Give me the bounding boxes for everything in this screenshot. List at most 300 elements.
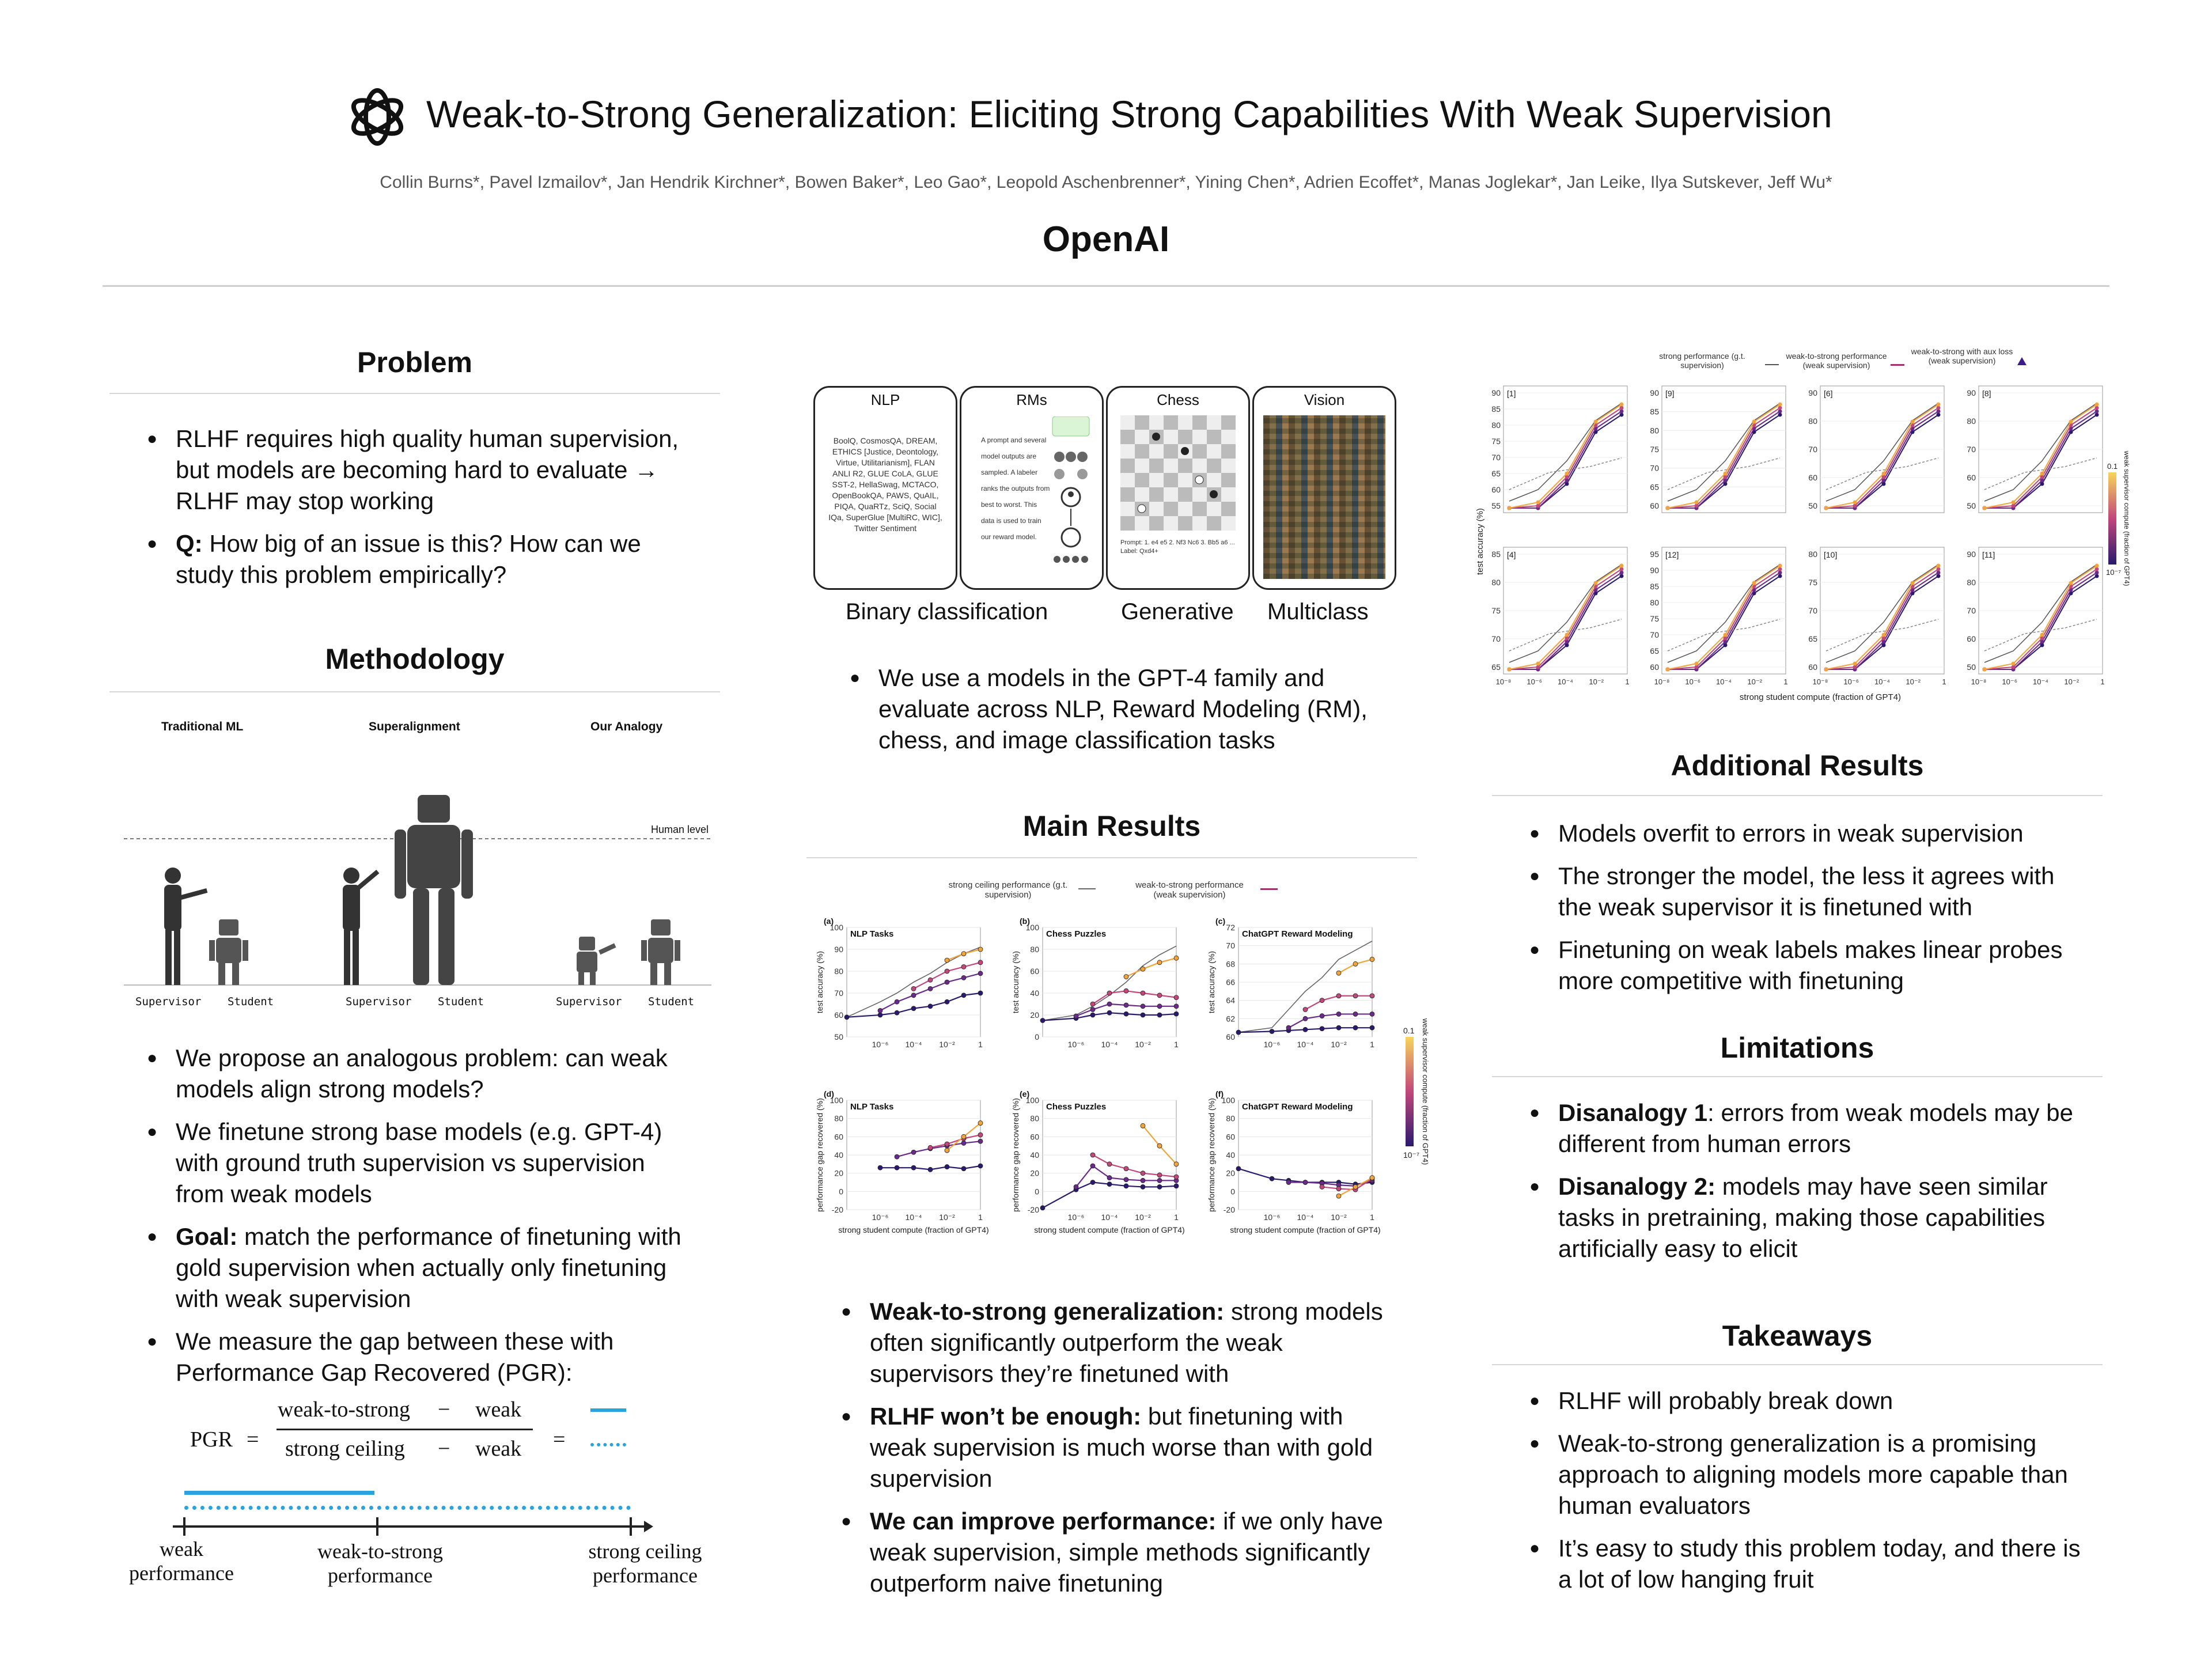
data-point	[2040, 633, 2044, 637]
list-item: ● It’s easy to study this problem today, and there is a lot of low hanging fruit	[1529, 1533, 2082, 1595]
data-point	[1141, 1178, 1145, 1183]
x-tick-label: 10⁻⁶	[1685, 677, 1701, 686]
legend-w2s-line-icon	[1260, 888, 1278, 890]
legend-ceiling-line-icon	[1078, 888, 1096, 889]
y-tick-label: 80	[1491, 421, 1501, 430]
x-tick-label: 10⁻⁴	[1297, 1213, 1314, 1222]
data-point	[1303, 1007, 1308, 1012]
data-point	[1882, 633, 1886, 637]
data-point	[1620, 564, 1624, 568]
pgr-axis-figure	[115, 1486, 726, 1590]
x-tick-label: 10⁻²	[939, 1213, 955, 1222]
data-point	[1336, 1012, 1341, 1016]
data-point	[1536, 665, 1540, 669]
data-point	[1157, 1013, 1162, 1017]
data-point	[2069, 581, 2073, 585]
y-tick-label: 72	[1226, 923, 1235, 932]
y-tick-label: 70	[834, 988, 843, 998]
data-point	[1141, 1123, 1145, 1128]
list-item: ● We propose an analogous problem: can weak models align strong models?	[147, 1043, 700, 1105]
y-tick-label: 60	[1491, 485, 1501, 494]
y-tick-label: 40	[1030, 1150, 1039, 1160]
y-tick-label: 80	[1030, 1113, 1039, 1123]
y-tick-label: 95	[1650, 550, 1659, 559]
x-tick-label: 1	[1625, 677, 1630, 686]
panel-letter: (d)	[824, 1089, 834, 1099]
x-tick-label: 10⁻⁴	[905, 1213, 922, 1222]
data-point	[1174, 1004, 1179, 1009]
data-point	[1157, 1173, 1162, 1177]
data-point	[945, 958, 949, 963]
mini-chart	[1650, 386, 1786, 513]
data-point	[1536, 662, 1540, 666]
data-point	[978, 960, 983, 965]
y-tick-label: 60	[1030, 1132, 1039, 1142]
x-tick-label: 10⁻²	[1906, 677, 1921, 686]
x-tick-label: 1	[1174, 1040, 1179, 1049]
x-tick-label: 10⁻²	[1135, 1040, 1151, 1049]
data-point	[1157, 993, 1162, 998]
label-student: Student	[228, 995, 274, 1008]
y-tick-label: 100	[830, 1096, 843, 1105]
x-tick-label: 10⁻⁴	[1101, 1213, 1118, 1222]
task-panel-vision	[1252, 386, 1396, 590]
data-point	[1536, 501, 1540, 505]
data-point	[1270, 1176, 1274, 1181]
y-tick-label: -20	[831, 1205, 843, 1214]
panel-letter: (c)	[1215, 916, 1226, 926]
x-tick-label: 10⁻⁶	[1067, 1213, 1085, 1222]
data-point	[1853, 501, 1857, 505]
caption-multiclass: Multiclass	[1267, 599, 1369, 624]
data-point	[1937, 564, 1941, 568]
y-tick-label: 65	[1808, 634, 1817, 643]
x-tick-label: 10⁻⁶	[1263, 1213, 1281, 1222]
colorbar-label: weak supervisor compute (fraction of GPT4)	[2123, 450, 2131, 586]
data-point	[1983, 506, 1987, 510]
pgr-num-b: weak	[475, 1397, 522, 1422]
x-tick-label: 10⁻⁶	[1527, 677, 1543, 686]
data-point	[2095, 564, 2099, 568]
data-point	[1320, 1184, 1324, 1189]
takeaways-divider	[1492, 1364, 2103, 1365]
limitations-heading: Limitations	[1720, 1032, 1874, 1064]
y-tick-label: 70	[1491, 634, 1501, 643]
panel-title: ChatGPT Reward Modeling	[1242, 929, 1353, 939]
data-point	[2095, 574, 2099, 578]
data-point	[1174, 1175, 1179, 1179]
chart-panel	[1011, 916, 1179, 1049]
colorbar-top-label: 0.1	[1403, 1026, 1415, 1035]
data-point	[1157, 1004, 1162, 1009]
y-tick-label: 80	[834, 967, 843, 976]
list-item: ● Goal: match the performance of finetuning with gold supervision when actually only finetuning with weak supervision	[147, 1221, 700, 1315]
data-point	[1236, 1030, 1241, 1035]
data-point	[1778, 410, 1782, 414]
data-point	[1320, 998, 1324, 1003]
data-point	[961, 993, 966, 998]
chart-panel	[815, 1089, 983, 1222]
panel-tag: [4]	[1507, 550, 1516, 559]
data-point	[978, 991, 983, 995]
data-point	[2095, 567, 2099, 571]
data-point	[1695, 665, 1699, 669]
y-tick-label: 60	[1030, 967, 1039, 976]
data-point	[928, 986, 933, 991]
data-point	[911, 1150, 916, 1154]
y-tick-label: 20	[1226, 1168, 1235, 1178]
chessboard-icon	[1120, 415, 1236, 531]
takeaways-heading: Takeaways	[1722, 1320, 1873, 1352]
x-tick-label: 1	[1942, 677, 1946, 686]
large-robot-icon	[395, 795, 473, 985]
y-tick-label: 75	[1650, 614, 1659, 623]
problem-heading: Problem	[357, 346, 473, 378]
y-tick-label: 50	[1967, 501, 1976, 510]
data-point	[945, 999, 949, 1004]
data-point	[911, 1006, 916, 1011]
data-point	[1107, 1182, 1112, 1187]
data-point	[2012, 501, 2016, 505]
data-point	[895, 1154, 899, 1159]
legend-aux: weak-to-strong with aux loss (weak supervision)	[1911, 347, 2013, 365]
pgr-eq: =	[247, 1427, 259, 1452]
list-item: ● RLHF will probably break down	[1529, 1385, 2082, 1416]
list-item: ● We finetune strong base models (e.g. GPT-4) with ground truth supervision vs supervision from weak models	[147, 1116, 700, 1210]
data-point	[928, 1167, 933, 1172]
y-tick-label: 80	[1650, 598, 1659, 607]
chart-panel	[1207, 1089, 1374, 1222]
y-tick-label: 70	[1808, 445, 1817, 454]
y-tick-label: 100	[1221, 1096, 1235, 1105]
list-item: ● Disanalogy 1: errors from weak models may be different from human errors	[1529, 1097, 2082, 1160]
data-point	[1824, 506, 1828, 510]
data-point	[1853, 504, 1857, 508]
data-point	[2012, 662, 2016, 666]
x-axis-label: strong student compute (fraction of GPT4)	[1739, 692, 1902, 702]
data-point	[1090, 1002, 1095, 1006]
organization: OpenAI	[1042, 219, 1170, 259]
data-point	[945, 1165, 949, 1169]
mini-chart	[1491, 547, 1629, 686]
y-tick-label: 80	[1808, 550, 1817, 559]
y-axis-label: test accuracy (%)	[1475, 508, 1485, 575]
list-item: ● Weak-to-strong generalization is a promising approach to aligning models more capable than human evaluators	[1529, 1428, 2082, 1521]
data-point	[1320, 1027, 1324, 1031]
panel-body: BoolQ, CosmosQA, DREAM, ETHICS [Justice, Deontology, Virtue, Utilitarianism], FLAN ANLI R2, GLUE CoLA, GLUE SST-2, HellaSwag, MCTACO, OpenBookQA, PAWS, QuAIL, PIQA, QuaRTz, SciQ, Social IQa, SuperGlue [MultiRC, WIC], Twitter Sentiment	[828, 436, 942, 533]
label-superalignment: Superalignment	[369, 720, 460, 733]
mini-chart	[1967, 386, 2103, 513]
list-item: ● We measure the gap between these with Performance Gap Recovered (PGR):	[147, 1326, 700, 1388]
axis-label-ceiling: strong ceiling performance	[588, 1540, 702, 1587]
data-point	[878, 1165, 882, 1170]
openai-logo-icon	[346, 85, 409, 149]
data-point	[1124, 1166, 1128, 1171]
data-point	[1666, 668, 1670, 672]
pgr-den-a: strong ceiling	[285, 1437, 405, 1461]
data-point	[1107, 1010, 1112, 1015]
x-tick-label: 10⁻⁸	[1495, 677, 1512, 686]
y-tick-label: 80	[834, 1113, 843, 1123]
pgr-num-minus: −	[438, 1397, 450, 1422]
y-tick-label: 60	[1967, 634, 1976, 643]
data-point	[1353, 1184, 1358, 1189]
data-point	[1882, 472, 1886, 476]
data-point	[1370, 994, 1374, 998]
x-tick-label: 10⁻⁴	[905, 1040, 922, 1049]
axis-label-w2s: weak-to-strong performance	[317, 1540, 443, 1587]
list-item: ● Weak-to-strong generalization: strong models often significantly outperform the weak supervisors they’re finetuned with	[841, 1296, 1406, 1389]
data-point	[1090, 1164, 1095, 1168]
methodology-bullets	[147, 1043, 700, 1400]
y-tick-label: 90	[1808, 388, 1817, 397]
tasks-bullets	[850, 662, 1403, 767]
chart-panel	[815, 916, 983, 1049]
y-tick-label: 0	[839, 1187, 843, 1196]
legend-w2s: weak-to-strong performance (weak supervision)	[1786, 351, 1887, 370]
y-tick-label: 80	[1030, 945, 1039, 954]
y-axis-label: performance gap recovered (%)	[1207, 1098, 1216, 1212]
y-tick-label: 75	[1808, 578, 1817, 587]
data-point	[1141, 1171, 1145, 1176]
data-point	[1620, 403, 1624, 407]
data-point	[2095, 406, 2099, 410]
list-item: ● We can improve performance: if we only have weak supervision, simple methods significantly outperform naive finetuning	[841, 1506, 1406, 1599]
x-tick-label: 1	[1370, 1040, 1374, 1049]
mini-chart	[1808, 386, 1944, 513]
data-point	[1853, 662, 1857, 666]
y-tick-label: 80	[1650, 426, 1659, 435]
pgr-lhs: PGR	[190, 1427, 233, 1452]
data-point	[1141, 967, 1145, 971]
x-axis-label: strong student compute (fraction of GPT4)	[1034, 1225, 1185, 1234]
x-axis-label: strong student compute (fraction of GPT4)	[838, 1225, 989, 1234]
pgr-eq2: =	[553, 1427, 566, 1452]
data-point	[1695, 504, 1699, 508]
data-point	[1911, 420, 1915, 424]
data-point	[1620, 571, 1624, 575]
fraction-bar	[276, 1429, 533, 1430]
list-item: ● The stronger the model, the less it agrees with the weak supervisor it is finetuned with	[1529, 861, 2082, 923]
data-point	[1336, 994, 1341, 998]
chart-panel	[1207, 916, 1374, 1049]
y-tick-label: 90	[1491, 388, 1501, 397]
caption-binary: Binary classification	[846, 599, 1048, 624]
legend-w2s-line-icon	[1891, 364, 1904, 366]
data-point	[1174, 1162, 1179, 1166]
data-point	[978, 1139, 983, 1143]
label-student: Student	[648, 995, 695, 1008]
x-tick-label: 1	[1370, 1213, 1374, 1222]
axis-label-weak: weak performance	[129, 1537, 234, 1585]
data-point	[961, 952, 966, 956]
y-tick-label: 60	[1808, 473, 1817, 482]
y-tick-label: 60	[1967, 473, 1976, 482]
task-panel-rms	[960, 386, 1104, 590]
w2s-gap-bar	[184, 1491, 374, 1495]
data-point	[978, 947, 983, 952]
data-point	[1937, 571, 1941, 575]
additional-divider	[1492, 795, 2103, 796]
mini-chart	[1491, 386, 1627, 513]
panel-tag: [10]	[1824, 550, 1838, 559]
data-point	[1911, 581, 1915, 585]
label-supervisor: Supervisor	[556, 995, 622, 1008]
list-item: ● RLHF requires high quality human supervision, but models are becoming hard to evaluate → RLHF may stop working	[147, 423, 700, 517]
data-point	[1353, 1025, 1358, 1030]
x-tick-label: 10⁻⁴	[1101, 1040, 1118, 1049]
label-student: Student	[438, 995, 484, 1008]
problem-bullets	[147, 423, 700, 602]
data-point	[1536, 504, 1540, 508]
panel-title: NLP Tasks	[850, 1102, 894, 1112]
label-traditional-ml: Traditional ML	[161, 720, 244, 733]
data-point	[1695, 662, 1699, 666]
y-tick-label: -20	[1027, 1205, 1039, 1214]
data-point	[1508, 668, 1512, 672]
data-point	[1107, 1002, 1112, 1006]
data-point	[1724, 472, 1728, 476]
mini-chart	[1650, 547, 1787, 686]
y-tick-label: 20	[1030, 1168, 1039, 1178]
data-point	[1353, 961, 1358, 966]
panel-tag: [12]	[1665, 550, 1679, 559]
y-tick-label: 60	[1226, 1132, 1235, 1142]
colorbar-bottom-label: 10⁻⁷	[1403, 1150, 1420, 1160]
takeaways-bullets	[1529, 1385, 2082, 1607]
pgr-den-b: weak	[475, 1437, 522, 1461]
x-tick-label: 1	[978, 1213, 983, 1222]
y-tick-label: 20	[1030, 1010, 1039, 1020]
data-point	[2095, 410, 2099, 414]
panel-letter: (f)	[1215, 1089, 1224, 1099]
data-point	[1778, 574, 1782, 578]
x-tick-label: 10⁻⁶	[1263, 1040, 1281, 1049]
data-point	[878, 1008, 882, 1013]
main-results-divider	[806, 857, 1417, 858]
data-point	[1107, 1162, 1112, 1166]
dotted-segment-icon	[590, 1443, 626, 1446]
data-point	[1090, 1013, 1095, 1017]
y-tick-label: 0	[1230, 1187, 1235, 1196]
data-point	[1174, 1184, 1179, 1188]
data-point	[961, 964, 966, 969]
x-tick-label: 10⁻²	[1747, 677, 1763, 686]
x-tick-label: 1	[1783, 677, 1788, 686]
data-point	[1336, 1025, 1341, 1030]
y-tick-label: 0	[1035, 1032, 1039, 1041]
legend-strong-line-icon	[1765, 364, 1779, 365]
label-supervisor: Supervisor	[346, 995, 412, 1008]
list-item: ● Models overfit to errors in weak supervision	[1529, 818, 2082, 849]
y-tick-label: 62	[1226, 1014, 1235, 1024]
x-tick-label: 10⁻⁴	[1558, 677, 1573, 686]
data-point	[945, 969, 949, 974]
data-point	[1937, 574, 1941, 578]
data-point	[1937, 406, 1941, 410]
y-tick-label: 40	[1226, 1150, 1235, 1160]
y-tick-label: 70	[1808, 606, 1817, 615]
main-results-charts	[806, 899, 1434, 1267]
data-point	[1157, 1178, 1162, 1183]
data-point	[2069, 420, 2073, 424]
data-point	[1370, 1176, 1374, 1180]
caption-generative: Generative	[1121, 599, 1234, 624]
y-tick-label: 75	[1650, 445, 1659, 454]
poster-title: Weak-to-Strong Generalization: Eliciting Strong Capabilities With Weak Supervision	[426, 93, 1832, 135]
x-tick-label: 1	[978, 1040, 983, 1049]
y-tick-label: 100	[830, 923, 843, 932]
data-point	[1853, 665, 1857, 669]
data-point	[2012, 504, 2016, 508]
y-axis-label: performance gap recovered (%)	[1011, 1098, 1020, 1212]
label-human-level: Human level	[651, 824, 709, 835]
data-point	[1620, 413, 1624, 417]
data-point	[978, 971, 983, 976]
y-tick-label: 50	[834, 1032, 843, 1041]
additional-bullets	[1529, 818, 2082, 1008]
y-tick-label: 85	[1491, 550, 1501, 559]
data-point	[1320, 1014, 1324, 1018]
data-point	[895, 1010, 899, 1015]
data-point	[928, 1145, 933, 1150]
y-tick-label: 20	[834, 1168, 843, 1178]
data-point	[1124, 1003, 1128, 1007]
y-tick-label: 90	[1650, 566, 1659, 575]
data-point	[1983, 668, 1987, 672]
data-point	[1124, 1184, 1128, 1188]
y-tick-label: 90	[1967, 388, 1976, 397]
data-point	[1778, 403, 1782, 407]
y-tick-label: 40	[1030, 988, 1039, 998]
panel-letter: (a)	[824, 916, 834, 926]
y-tick-label: 90	[1967, 550, 1976, 559]
x-axis-label: strong student compute (fraction of GPT4)	[1230, 1225, 1381, 1234]
data-point	[1594, 581, 1598, 585]
data-point	[1236, 1166, 1241, 1171]
data-point	[1724, 633, 1728, 637]
data-point	[961, 975, 966, 980]
x-tick-label: 10⁻⁶	[872, 1213, 889, 1222]
y-tick-label: 90	[834, 945, 843, 954]
additional-heading: Additional Results	[1671, 749, 1924, 782]
x-tick-label: 10⁻⁴	[2033, 677, 2048, 686]
solid-segment-icon	[590, 1408, 626, 1412]
y-tick-label: 80	[1491, 578, 1501, 587]
panel-title: Chess Puzzles	[1046, 1102, 1107, 1112]
data-point	[1074, 1184, 1078, 1189]
data-point	[1124, 1177, 1128, 1182]
data-point	[1124, 988, 1128, 993]
x-tick-label: 10⁻⁸	[1654, 677, 1670, 686]
data-point	[1778, 567, 1782, 571]
additional-results-charts	[1475, 374, 2137, 709]
x-tick-label: 10⁻⁴	[1297, 1040, 1314, 1049]
y-tick-label: 65	[1650, 646, 1659, 656]
data-point	[1824, 668, 1828, 672]
data-point	[1107, 1176, 1112, 1180]
data-point	[1937, 413, 1941, 417]
y-axis-label: performance gap recovered (%)	[815, 1098, 824, 1212]
data-point	[1074, 1014, 1078, 1018]
y-tick-label: 85	[1491, 404, 1501, 414]
legend-aux-triangle-icon	[2017, 357, 2027, 365]
data-point	[1353, 994, 1358, 998]
y-tick-label: 65	[1491, 469, 1501, 478]
x-tick-label: 10⁻²	[1589, 677, 1604, 686]
panel-tag: [9]	[1665, 389, 1675, 398]
data-point	[961, 1166, 966, 1171]
